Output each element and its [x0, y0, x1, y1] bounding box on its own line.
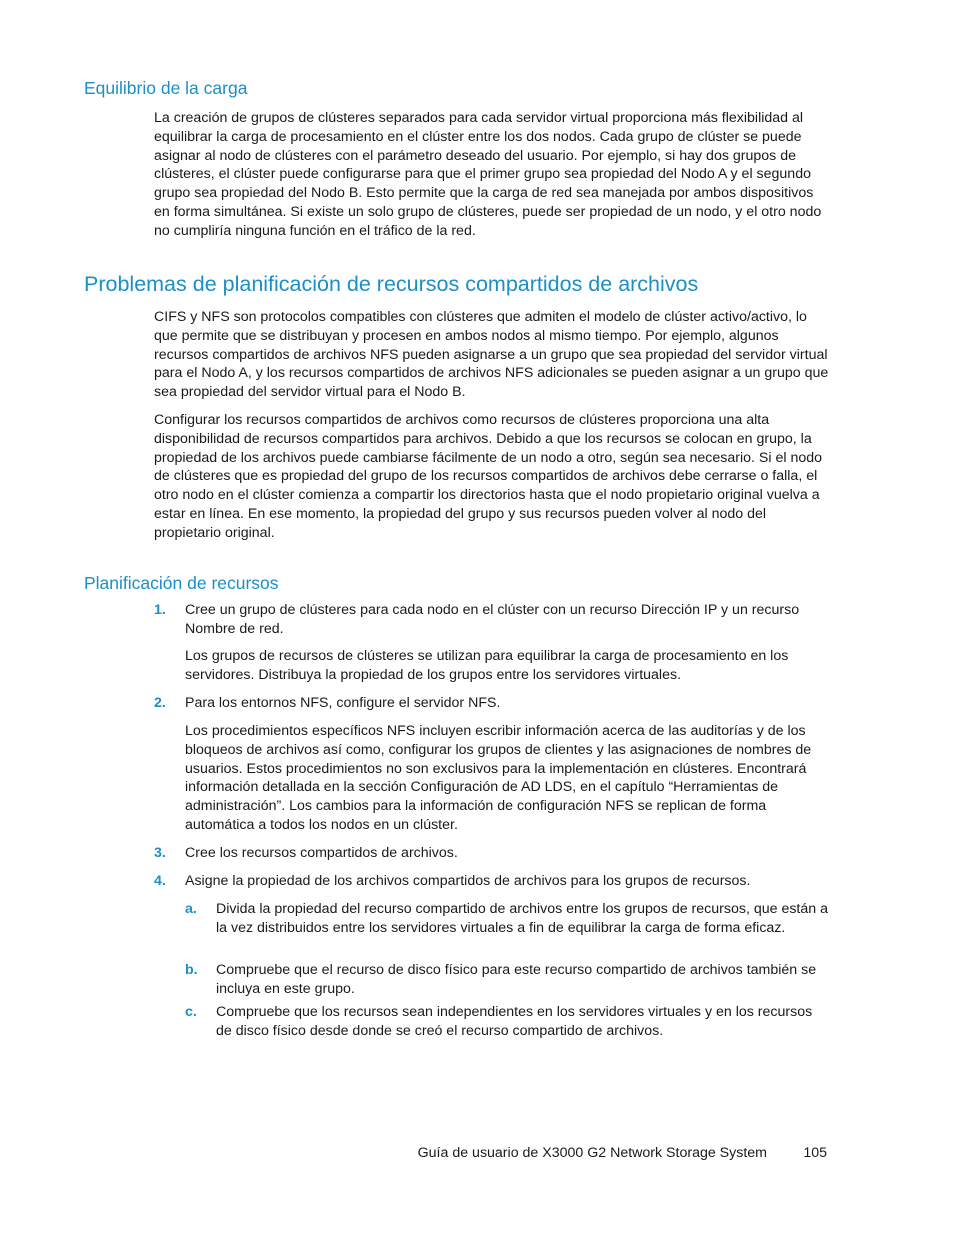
- heading-load-balancing: Equilibrio de la carga: [84, 78, 248, 98]
- substep-text: Compruebe que el recurso de disco físico para este recurso compartido de archivos también se incluya en este grupo.: [216, 962, 817, 997]
- step-number: 2.: [154, 695, 166, 711]
- step-text: Para los entornos NFS, configure el servidor NFS.: [185, 695, 501, 711]
- page-number: 105: [803, 1145, 827, 1161]
- substep-letter: a.: [185, 901, 197, 917]
- step-number: 4.: [154, 873, 166, 889]
- step-detail: Los procedimientos específicos NFS incluyen escribir información acerca de las auditorías y de los bloqueos de archivos así como, configurar los grupos de clientes y las asignaciones de nombres de usuarios. Estos procedimientos no son exclusivos para la implementación en clústeres. Encontrará información detallada en la sección Configuración de AD LDS, en el capítulo “Herramientas de administración”. Los cambios para la información de configuración NFS se replican de forma automática a todos los nodos en un clúster.: [185, 723, 812, 833]
- heading-resource-planning: Planificación de recursos: [84, 573, 279, 593]
- substep-letter: c.: [185, 1004, 197, 1020]
- heading-planning-issues: Problemas de planificación de recursos compartidos de archivos: [84, 272, 699, 296]
- paragraph-planning-issues-2: Configurar los recursos compartidos de archivos como recursos de clústeres proporciona una alta disponibilidad de recursos compartidos para archivos. Debido a que los recursos se colocan en grupo, la propiedad de los archivos puede cambiarse fácilmente de un nodo a otro, según sea necesario. Si el nodo de clústeres que es propiedad del grupo de los recursos compartidos de archivos debe cerrarse o falla, el otro nodo en el clúster comienza a compartir los directorios hasta que el nodo propietario original vuelva a estar en línea. En ese momento, la propiedad del grupo y sus recursos pueden volver al nodo del propietario original.: [154, 412, 823, 541]
- step-text: Asigne la propiedad de los archivos compartidos de archivos para los grupos de recursos.: [185, 873, 751, 889]
- step-text: Cree un grupo de clústeres para cada nodo en el clúster con un recurso Dirección IP y un recurso Nombre de red.: [185, 602, 800, 637]
- substep-text: Compruebe que los recursos sean independientes en los servidores virtuales y en los recursos de disco físico desde donde se creó el recurso compartido de archivos.: [216, 1004, 813, 1039]
- footer-title: Guía de usuario de X3000 G2 Network Storage System: [417, 1145, 767, 1161]
- step-detail: Los grupos de recursos de clústeres se utilizan para equilibrar la carga de procesamiento en los servidores. Distribuya la propiedad de los grupos entre los servidores virtuales.: [185, 648, 789, 683]
- paragraph-load-balancing: La creación de grupos de clústeres separados para cada servidor virtual proporciona más flexibilidad al equilibrar la carga de procesamiento en el clúster entre los dos nodos. Cada grupo de clúster se puede asignar al nodo de clústeres con el parámetro deseado del usuario. Por ejemplo, si hay dos grupos de clústeres, el clúster puede configurarse para que el primer grupo sea propiedad del Nodo A y el segundo grupo sea propiedad del Nodo B. Esto permite que la carga de red sea manejada por ambos dispositivos en forma simultánea. Si existe un solo grupo de clústeres, puede ser propiedad de un nodo, y el otro nodo no cumpliría ninguna función en el tráfico de la red.: [154, 110, 822, 239]
- paragraph-planning-issues-1: CIFS y NFS son protocolos compatibles con clústeres que admiten el modelo de clúster activo/activo, lo que permite que se distribuyan y procesen en ambos nodos al mismo tiempo. Por ejemplo, algunos recursos compartidos de archivos NFS pueden asignarse a un grupo que sea propiedad del servidor virtual para el Nodo A, y los recursos compartidos de archivos NFS adicionales se pueden asignar a un grupo que sea propiedad del servidor virtual para el Nodo B.: [154, 309, 829, 401]
- substep-letter: b.: [185, 962, 198, 978]
- step-text: Cree los recursos compartidos de archivos.: [185, 845, 458, 861]
- step-number: 1.: [154, 602, 166, 618]
- substep-text: Divida la propiedad del recurso compartido de archivos entre los grupos de recursos, que están a la vez distribuidos entre los servidores virtuales a fin de equilibrar la carga de forma eficaz.: [216, 901, 828, 936]
- step-number: 3.: [154, 845, 166, 861]
